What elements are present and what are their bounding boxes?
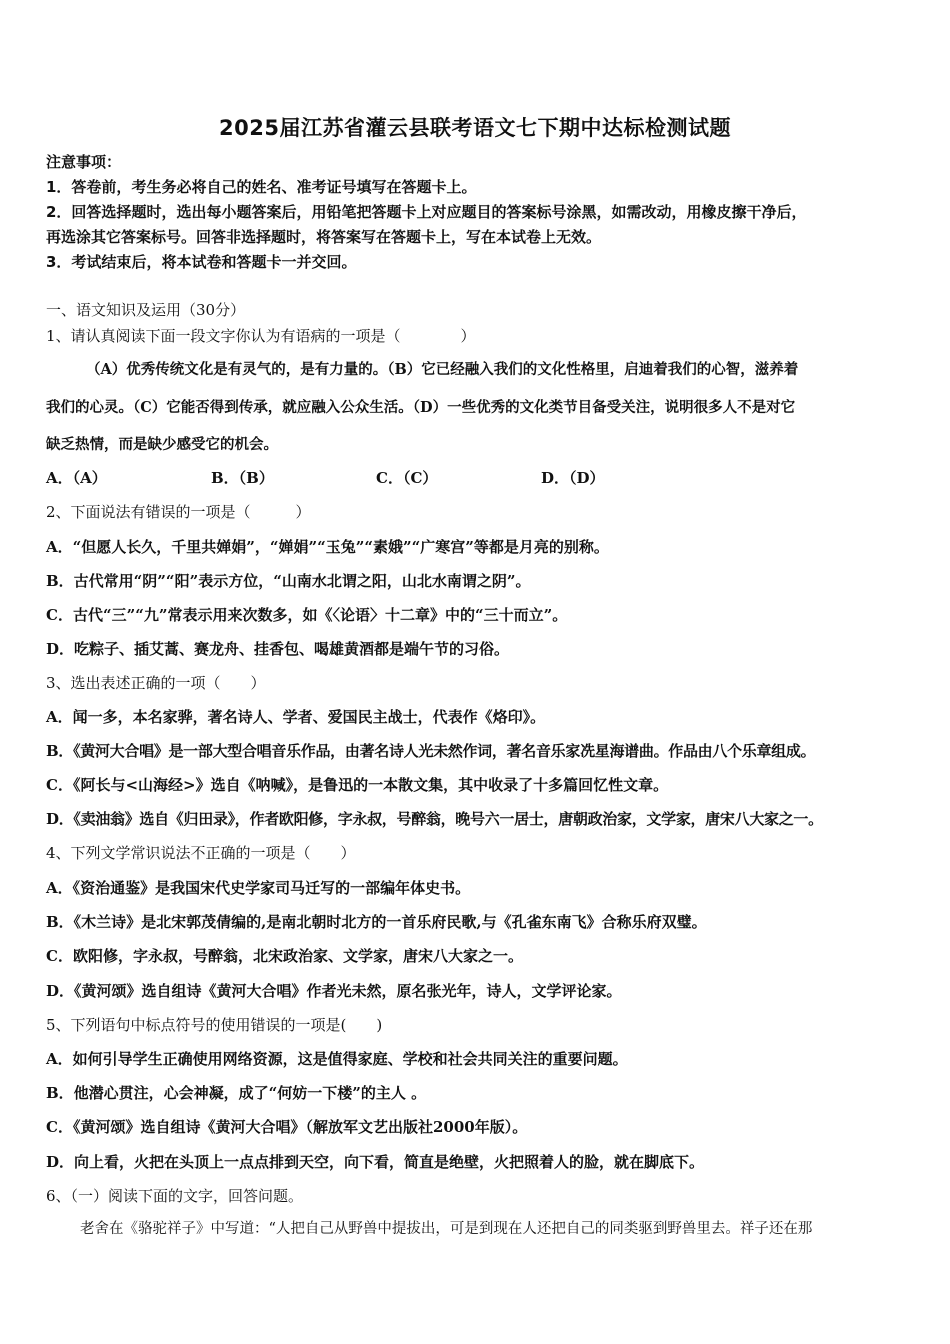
question-stem: 4、下列文学常识说法不正确的一项是（ ）: [46, 844, 356, 862]
option-d: D．（D）: [541, 469, 605, 487]
option-c: C．（C）: [376, 469, 438, 487]
question-passage: （A）优秀传统文化是有灵气的，是有力量的。（B）它已经融入我们的文化性格里，启迪着我们的心智，滋养着: [86, 361, 799, 378]
option-c: C．古代“三”“九”常表示用来次数多，如《〈论语〉十二章》中的“三十而立”。: [46, 606, 568, 624]
notice-item: 再选涂其它答案标号。回答非选择题时，将答案写在答题卡上，写在本试卷上无效。: [46, 228, 602, 246]
answer-options: [46, 468, 605, 488]
option-d: D．《黄河颂》选自组诗《黄河大合唱》作者光未然，原名张光年，诗人，文学评论家。: [46, 982, 622, 1000]
page-title: 2025届江苏省灌云县联考语文七下期中达标检测试题: [219, 116, 731, 140]
section-heading: 一、语文知识及运用（30分）: [46, 301, 246, 319]
question-stem: 6、（一）阅读下面的文字，回答问题。: [46, 1187, 304, 1205]
question-passage: 缺乏热情，而是缺少感受它的机会。: [46, 436, 278, 453]
option-c: C．《黄河颂》选自组诗《黄河大合唱》（解放军文艺出版社2000年版）。: [46, 1118, 528, 1136]
option-b: B．《木兰诗》是北宋郭茂倩编的,是南北朝时北方的一首乐府民歌,与《孔雀东南飞》合称乐府双璧。: [46, 913, 707, 931]
notice-item: 3．考试结束后，将本试卷和答题卡一并交回。: [46, 253, 357, 271]
option-b: B．《黄河大合唱》是一部大型合唱音乐作品，由著名诗人光未然作词，著名音乐家冼星海谱曲。作品由八个乐章组成。: [46, 742, 816, 760]
question-stem: 2、下面说法有错误的一项是（ ）: [46, 503, 311, 521]
option-d: D．向上看，火把在头顶上一点点排到天空，向下看，简直是绝壁，火把照着人的脸，就在脚底下。: [46, 1153, 705, 1171]
question-stem: 3、选出表述正确的一项（ ）: [46, 674, 266, 692]
option-a: A．如何引导学生正确使用网络资源，这是值得家庭、学校和社会共同关注的重要问题。: [46, 1050, 628, 1068]
option-a: A．闻一多，本名家骅，著名诗人、学者、爱国民主战士，代表作《烙印》。: [46, 708, 546, 726]
option-a: A．“但愿人长久，千里共婵娟”，“婵娟”“玉兔”“素娥”“广寒宫”等都是月亮的别称。: [46, 538, 609, 556]
notice-item: 1．答卷前，考生务必将自己的姓名、准考证号填写在答题卡上。: [46, 178, 477, 196]
option-a: A．（A）: [46, 469, 107, 487]
option-b: B．（B）: [211, 469, 274, 487]
option-c: C．欧阳修，字永叔，号醉翁，北宋政治家、文学家，唐宋八大家之一。: [46, 947, 523, 965]
option-d: D．吃粽子、插艾蒿、赛龙舟、挂香包、喝雄黄酒都是端午节的习俗。: [46, 640, 510, 658]
option-a: A．《资治通鉴》是我国宋代史学家司马迁写的一部编年体史书。: [46, 879, 471, 897]
notice-item: 2．回答选择题时，选出每小题答案后，用铅笔把答题卡上对应题目的答案标号涂黑，如需改动，用橡皮擦干净后，: [46, 203, 807, 221]
reading-passage: 老舍在《骆驼祥子》中写道：“人把自己从野兽中提拔出，可是到现在人还把自己的同类驱到野兽里去。祥子还在那: [80, 1221, 813, 1237]
option-d: D．《卖油翁》选自《归田录》，作者欧阳修，字永叔，号醉翁，晚号六一居士，唐朝政治家，文学家，唐宋八大家之一。: [46, 810, 823, 828]
option-b: B．他潜心贯注，心会神凝，成了“何妨一下楼”的主人 。: [46, 1084, 427, 1102]
question-stem: 5、下列语句中标点符号的使用错误的一项是( ): [46, 1016, 383, 1034]
notice-heading: 注意事项：: [46, 153, 122, 171]
option-c: C．《阿长与<山海经>》选自《呐喊》，是鲁迅的一本散文集，其中收录了十多篇回忆性文章。: [46, 776, 669, 794]
question-stem: 1、请认真阅读下面一段文字你认为有语病的一项是（ ）: [46, 327, 476, 345]
option-b: B．古代常用“阴”“阳”表示方位，“山南水北谓之阳，山北水南谓之阴”。: [46, 572, 531, 590]
question-passage: 我们的心灵。（C）它能否得到传承，就应融入公众生活。（D）一些优秀的文化类节目备受关注，说明很多人不是对它: [46, 399, 796, 416]
